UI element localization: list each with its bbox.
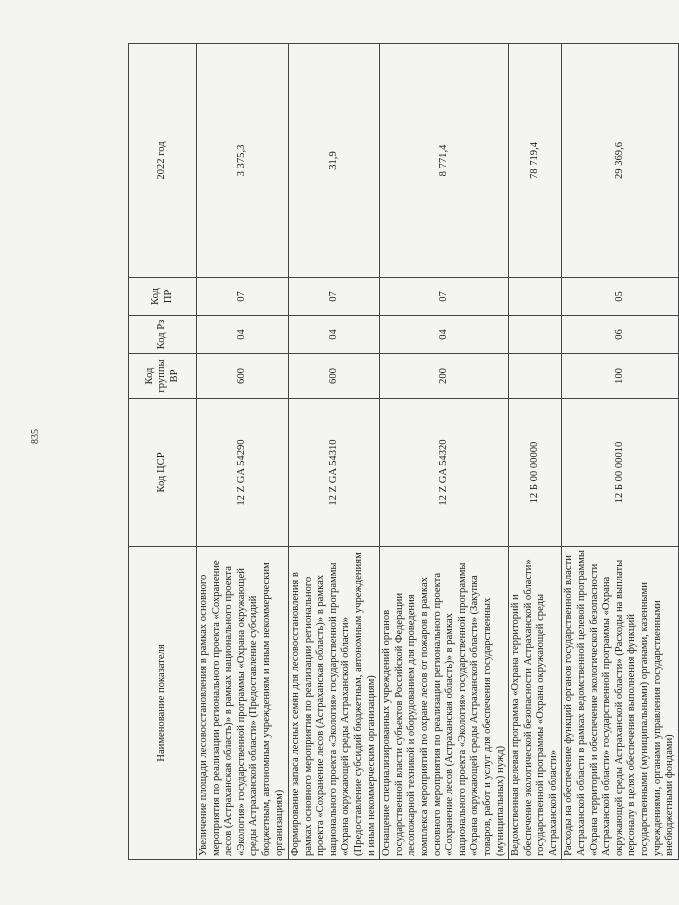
row-amount: 3 375,3 bbox=[197, 44, 289, 278]
header-csr: Код ЦСР bbox=[129, 399, 197, 547]
header-year: 2022 год bbox=[129, 44, 197, 278]
row-rz: 04 bbox=[289, 316, 380, 354]
row-name: Формирование запаса лесных семян для лесовосстановления в рамках основного мероприятия по реализации регионального проекта «Сохранение лесов (Астраханская область)» в рамках национального проекта «Экология» государственной программы «Охрана окружающей среды Астраханской области» (Предоставление субсидий бюджетным, автономным учреждениям и иным некоммерческим организациям) bbox=[289, 547, 380, 860]
row-rz: 04 bbox=[380, 316, 509, 354]
row-rz: 04 bbox=[197, 316, 289, 354]
row-rz bbox=[509, 316, 562, 354]
header-pr: Код ПР bbox=[129, 278, 197, 316]
table-header-row bbox=[129, 44, 197, 860]
header-vr: Код группы ВР bbox=[129, 354, 197, 399]
row-vr bbox=[509, 354, 562, 399]
row-vr: 100 bbox=[562, 354, 678, 399]
row-name: Расходы на обеспечение функций органов государственной власти Астраханской области в рамках ведомственной целевой программы «Охрана территорий и обеспечение экологической безопасности Астраханской области» государственной программы «Охрана окружающей среды Астраханской области» (Расходы на выплаты персоналу в целях обеспечения выполнения функций государственными (муниципальными) органами, казенными учреждениями, органами управления государственными внебюджетными фондами) bbox=[562, 547, 678, 860]
rotated-page-content bbox=[128, 44, 676, 860]
table-row bbox=[509, 44, 562, 860]
row-amount: 31,9 bbox=[289, 44, 380, 278]
table-row bbox=[562, 44, 678, 860]
row-amount: 29 369,6 bbox=[562, 44, 678, 278]
table-row bbox=[289, 44, 380, 860]
row-pr: 07 bbox=[380, 278, 509, 316]
row-name: Оснащение специализированных учреждений органов государственной власти субъектов Российской Федерации лесопожарной техникой и оборудованием для проведения комплекса мероприятий по охране лесов от пожаров в рамках основного мероприятия по реализации регионального проекта «Сохранение лесов (Астраханская область)» в рамках национального проекта «Экология» государственной программы «Охрана окружающей среды Астраханской области» (Закупка товаров, работ и услуг для обеспечения государственных (муниципальных) нужд) bbox=[380, 547, 509, 860]
row-amount: 78 719,4 bbox=[509, 44, 562, 278]
row-amount: 8 771,4 bbox=[380, 44, 509, 278]
header-name: Наименование показателя bbox=[129, 547, 197, 860]
row-pr: 07 bbox=[289, 278, 380, 316]
row-name: Увеличение площади лесовосстановления в рамках основного мероприятия по реализации регионального проекта «Сохранение лесов (Астраханская область)» в рамках национального проекта «Экология» государственной программы «Охрана окружающей среды Астраханской области» (Предоставление субсидий бюджетным, автономным учреждениям и иным некоммерческим организациям) bbox=[197, 547, 289, 860]
row-name: Ведомственная целевая программа «Охрана территорий и обеспечение экологической безопасности Астраханской области» государственной программы «Охрана окружающей среды Астраханской области» bbox=[509, 547, 562, 860]
row-csr: 12 Б 00 00000 bbox=[509, 399, 562, 547]
row-csr: 12 Z GA 54310 bbox=[289, 399, 380, 547]
table-row bbox=[380, 44, 509, 860]
row-csr: 12 Z GA 54320 bbox=[380, 399, 509, 547]
header-rz: Код Рз bbox=[129, 316, 197, 354]
budget-table bbox=[128, 43, 679, 860]
row-rz: 06 bbox=[562, 316, 678, 354]
page-number: 835 bbox=[30, 429, 41, 444]
row-vr: 600 bbox=[197, 354, 289, 399]
row-pr bbox=[509, 278, 562, 316]
row-vr: 200 bbox=[380, 354, 509, 399]
row-csr: 12 Б 00 00010 bbox=[562, 399, 678, 547]
row-csr: 12 Z GA 54290 bbox=[197, 399, 289, 547]
table-row bbox=[197, 44, 289, 860]
row-pr: 05 bbox=[562, 278, 678, 316]
row-vr: 600 bbox=[289, 354, 380, 399]
row-pr: 07 bbox=[197, 278, 289, 316]
